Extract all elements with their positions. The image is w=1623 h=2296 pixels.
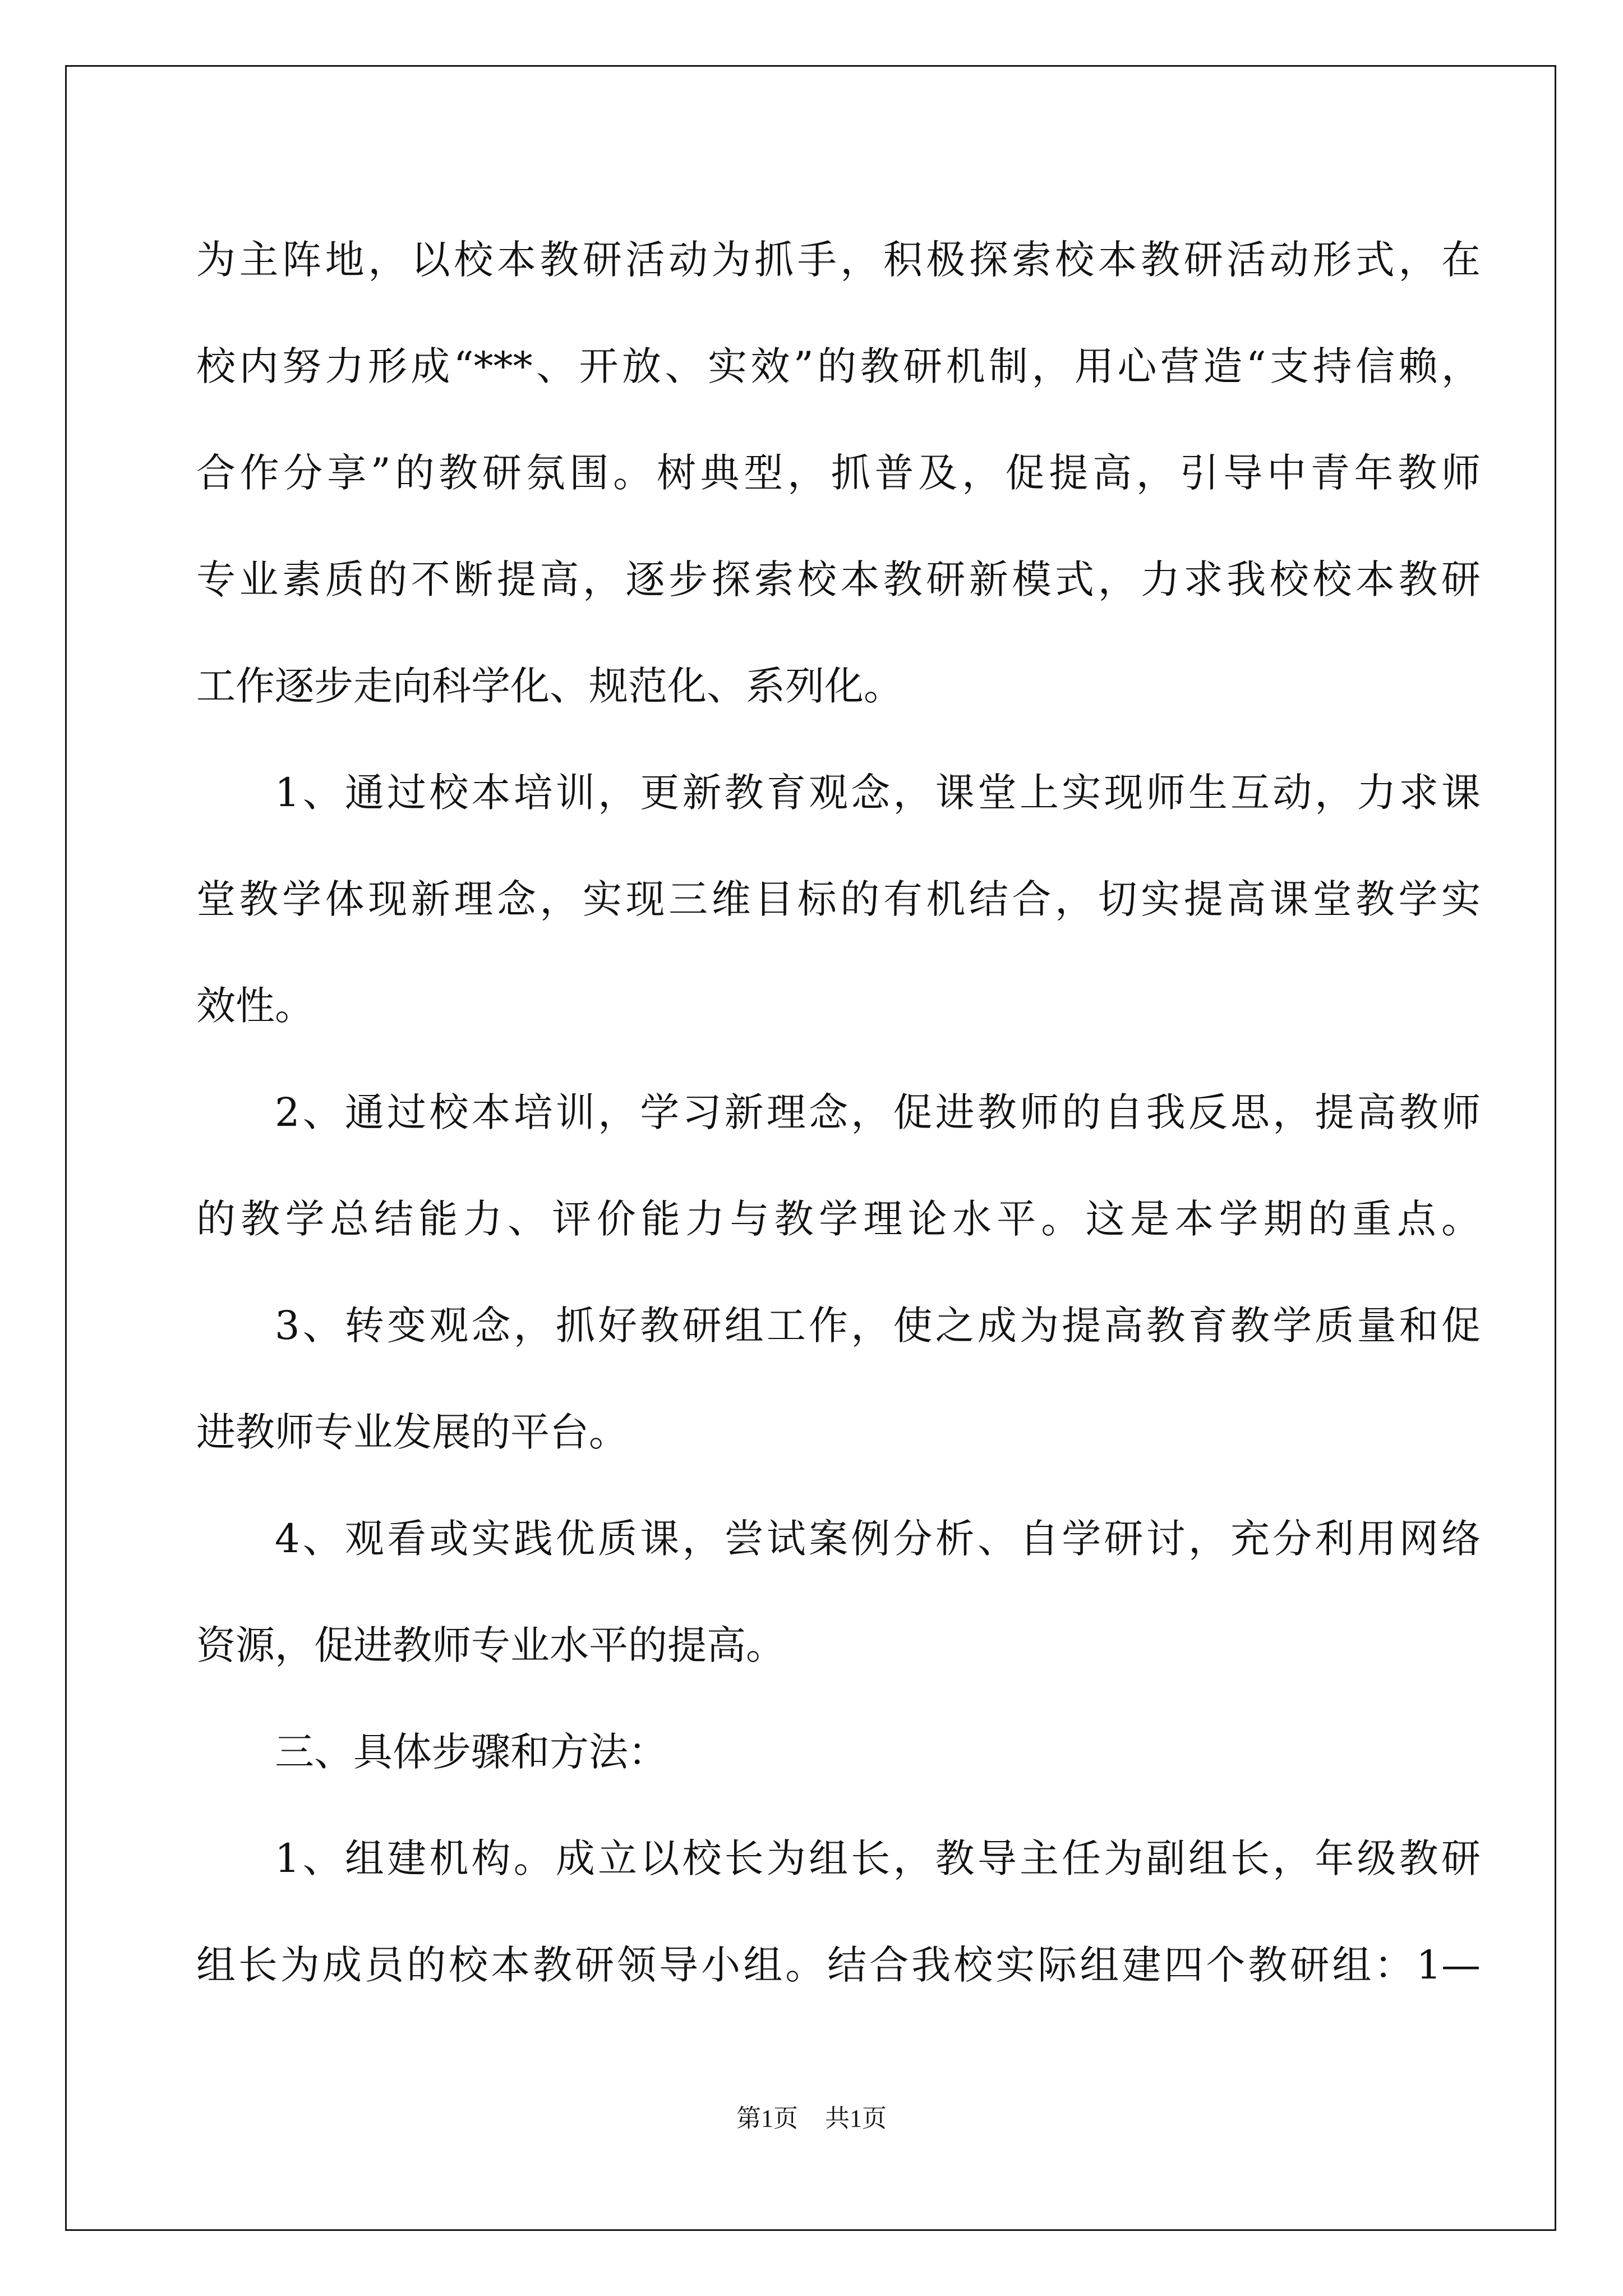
text-line: 2、通过校本培训，学习新理念，促进教师的自我反思，提高教师: [275, 1089, 1481, 1135]
text-line: 1、组建机构。成立以校长为组长，教导主任为副组长，年级教研: [275, 1835, 1481, 1881]
text-line: 的教学总结能力、评价能力与教学理论水平。这是本学期的重点。: [196, 1196, 1481, 1242]
text-line: 资源，促进教师专业水平的提高。: [196, 1622, 785, 1668]
section-heading: 三、具体步骤和方法：: [275, 1729, 667, 1775]
text-line: 4、观看或实践优质课，尝试案例分析、自学研讨，充分利用网络: [275, 1516, 1481, 1562]
text-line: 1、通过校本培训，更新教育观念，课堂上实现师生互动，力求课: [275, 770, 1481, 816]
page-number: 第1页: [736, 2105, 798, 2132]
text-line: 校内努力形成“***、开放、实效”的教研机制，用心营造“支持信赖，: [196, 343, 1481, 389]
text-line: 3、转变观念，抓好教研组工作，使之成为提高教育教学质量和促: [275, 1303, 1481, 1349]
text-line: 进教师专业发展的平台。: [196, 1409, 628, 1455]
text-line: 为主阵地，以校本教研活动为抓手，积极探索校本教研活动形式，在: [196, 237, 1481, 283]
page-total: 共1页: [825, 2105, 887, 2132]
text-line: 合作分享”的教研氛围。树典型，抓普及，促提高，引导中青年教师: [196, 450, 1481, 496]
text-line: 效性。: [196, 983, 314, 1029]
text-line: 专业素质的不断提高，逐步探索校本教研新模式，力求我校校本教研: [196, 556, 1481, 602]
text-line: 工作逐步走向科学化、规范化、系列化。: [196, 663, 903, 709]
document-body: [196, 206, 1481, 2018]
page-footer: [0, 2098, 1623, 2134]
text-line: 堂教学体现新理念，实现三维目标的有机结合，切实提高课堂教学实: [196, 876, 1481, 922]
text-line: 组长为成员的校本教研领导小组。结合我校实际组建四个教研组：1—: [196, 1942, 1481, 1988]
